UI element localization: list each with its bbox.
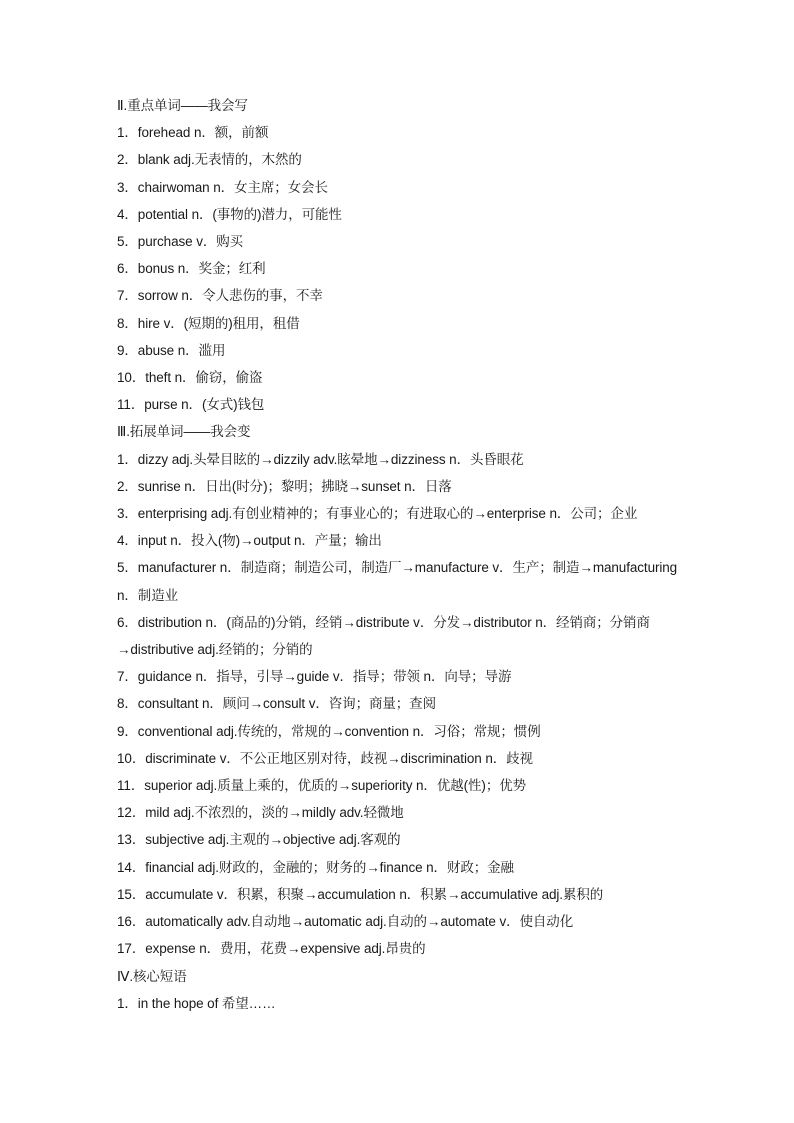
document-page xyxy=(117,92,687,1017)
list-item: 7．guidance n．指导，引导→guide v．指导；带领 n．向导；导游 xyxy=(117,669,512,685)
list-item: 9．abuse n．滥用 xyxy=(117,342,226,358)
list-item: 3．chairwoman n．女主席；女会长 xyxy=(117,179,328,195)
list-item: 3．enterprising adj.有创业精神的；有事业心的；有进取心的→enterprise n．公司；企业 xyxy=(117,506,638,522)
list-item: 16．automatically adv.自动地→automatic adj.自动的→automate v．使自动化 xyxy=(117,914,574,930)
list-item: 1．in the hope of 希望…… xyxy=(117,995,276,1011)
list-item: 7．sorrow n．令人悲伤的事，不幸 xyxy=(117,288,323,304)
list-item: 2．blank adj.无表情的，木然的 xyxy=(117,152,302,168)
list-item: 4．input n．投入(物)→output n．产量；输出 xyxy=(117,533,382,549)
section-heading-key-words: Ⅱ.重点单词——我会写 xyxy=(117,98,248,113)
section-heading-extended-words: Ⅲ.拓展单词——我会变 xyxy=(117,424,251,440)
list-item: 11．superior adj.质量上乘的，优质的→superiority n．优越(性)；优势 xyxy=(117,778,527,794)
list-item: 8．hire v．(短期的)租用，租借 xyxy=(117,315,300,331)
list-item: 10．theft n．偷窃，偷盗 xyxy=(117,370,263,386)
list-item: 4．potential n．(事物的)潜力，可能性 xyxy=(117,206,342,222)
list-item: 8．consultant n．顾问→consult v．咨询；商量；查阅 xyxy=(117,696,436,712)
list-item: 6．distribution n．(商品的)分销，经销→distribute v．分发→distributor n．经销商；分销商 xyxy=(117,614,650,630)
list-item-continuation: →distributive adj.经销的；分销的 xyxy=(117,642,313,658)
section-heading-core-phrases: Ⅳ.核心短语 xyxy=(117,968,187,984)
list-item-continuation: n．制造业 xyxy=(117,587,179,603)
list-item: 10．discriminate v．不公正地区别对待，歧视→discrimination n．歧视 xyxy=(117,750,533,766)
list-item: 14．financial adj.财政的，金融的；财务的→finance n．财政；金融 xyxy=(117,859,514,875)
list-item: 9．conventional adj.传统的，常规的→convention n．习俗；常规；惯例 xyxy=(117,723,541,739)
list-item: 13．subjective adj.主观的→objective adj.客观的 xyxy=(117,832,401,848)
list-item: 15．accumulate v．积累，积聚→accumulation n．积累→accumulative adj.累积的 xyxy=(117,886,604,902)
list-item: 5．manufacturer n．制造商；制造公司，制造厂→manufacture v．生产；制造→manufacturing xyxy=(117,560,678,576)
list-item: 11．purse n．(女式)钱包 xyxy=(117,397,265,413)
list-item: 5．purchase v．购买 xyxy=(117,234,244,250)
list-item: 12．mild adj.不浓烈的，淡的→mildly adv.轻微地 xyxy=(117,805,404,821)
list-item: 2．sunrise n．日出(时分)；黎明；拂晓→sunset n．日落 xyxy=(117,478,452,494)
list-item: 1．forehead n．额，前额 xyxy=(117,125,269,141)
list-item: 17．expense n．费用，花费→expensive adj.昂贵的 xyxy=(117,941,426,957)
list-item: 1．dizzy adj.头晕目眩的→dizzily adv.眩晕地→dizziness n．头昏眼花 xyxy=(117,451,524,467)
list-item: 6．bonus n．奖金；红利 xyxy=(117,261,266,277)
